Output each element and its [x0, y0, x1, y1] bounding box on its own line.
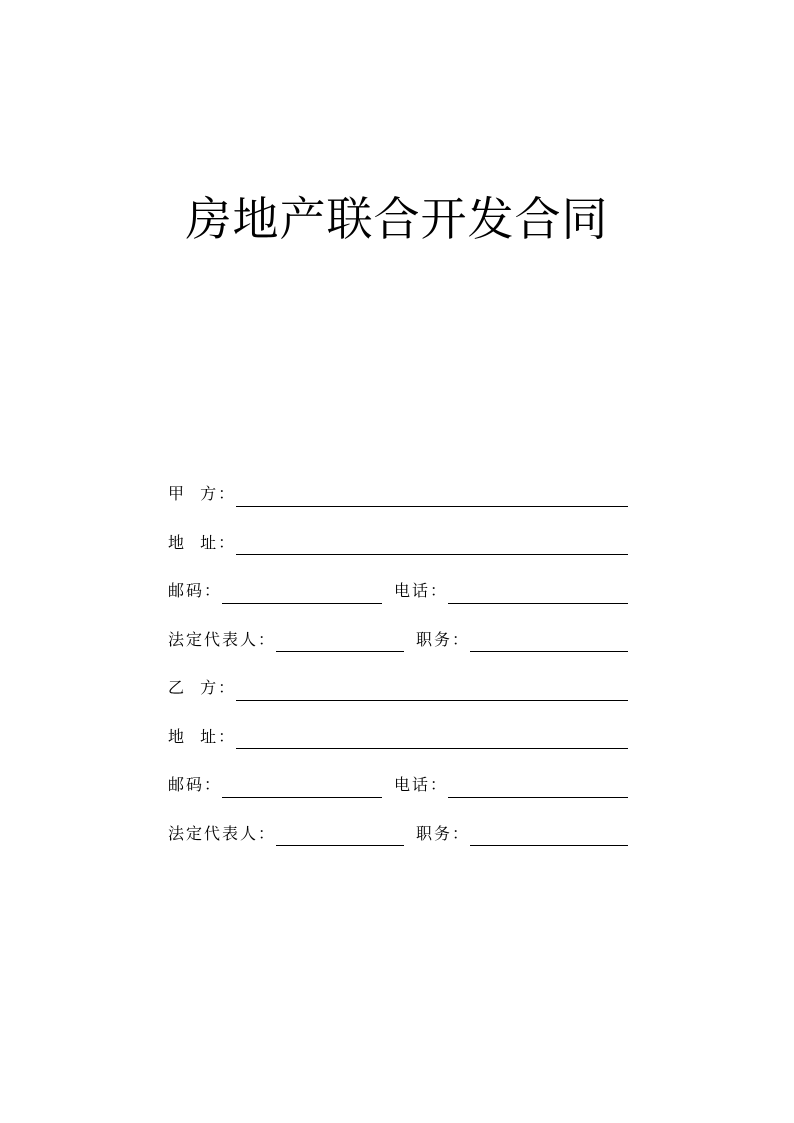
party-a-legal-rep-field[interactable] — [276, 633, 404, 652]
party-b-position-field[interactable] — [470, 827, 628, 846]
party-b-postcode-field[interactable] — [222, 779, 382, 798]
party-b-postcode-label: 邮码： — [168, 775, 223, 795]
party-b-legal-rep-field[interactable] — [276, 827, 404, 846]
party-a-position-field[interactable] — [470, 633, 628, 652]
party-a-legal-rep-label: 法定代表人： — [168, 629, 277, 649]
party-a-phone-label: 电话： — [394, 581, 449, 601]
parties-form — [168, 470, 628, 858]
party-a-position-label: 职务： — [416, 629, 471, 649]
party-b-row — [168, 664, 628, 713]
party-b-phone-label: 电话： — [394, 775, 449, 795]
party-b-contact-row — [168, 761, 628, 810]
party-b-position-label: 职务： — [416, 823, 471, 843]
party-b-legal-rep-label: 法定代表人： — [168, 823, 277, 843]
party-a-address-label: 地 址： — [168, 532, 237, 552]
party-b-label: 乙 方： — [168, 678, 237, 698]
party-a-contact-row — [168, 567, 628, 616]
party-b-phone-field[interactable] — [448, 779, 628, 798]
party-a-address-row — [168, 519, 628, 568]
document-title: 房地产联合开发合同 — [185, 192, 609, 246]
party-a-rep-row — [168, 616, 628, 665]
party-b-address-field[interactable] — [236, 730, 628, 749]
party-a-address-field[interactable] — [236, 536, 628, 555]
party-b-address-label: 地 址： — [168, 726, 237, 746]
party-b-name-field[interactable] — [236, 682, 628, 701]
party-a-phone-field[interactable] — [448, 585, 628, 604]
party-a-row — [168, 470, 628, 519]
party-a-name-field[interactable] — [236, 488, 628, 507]
party-b-address-row — [168, 713, 628, 762]
party-a-postcode-label: 邮码： — [168, 581, 223, 601]
party-b-rep-row — [168, 810, 628, 859]
party-a-label: 甲 方： — [168, 484, 237, 504]
party-a-postcode-field[interactable] — [222, 585, 382, 604]
